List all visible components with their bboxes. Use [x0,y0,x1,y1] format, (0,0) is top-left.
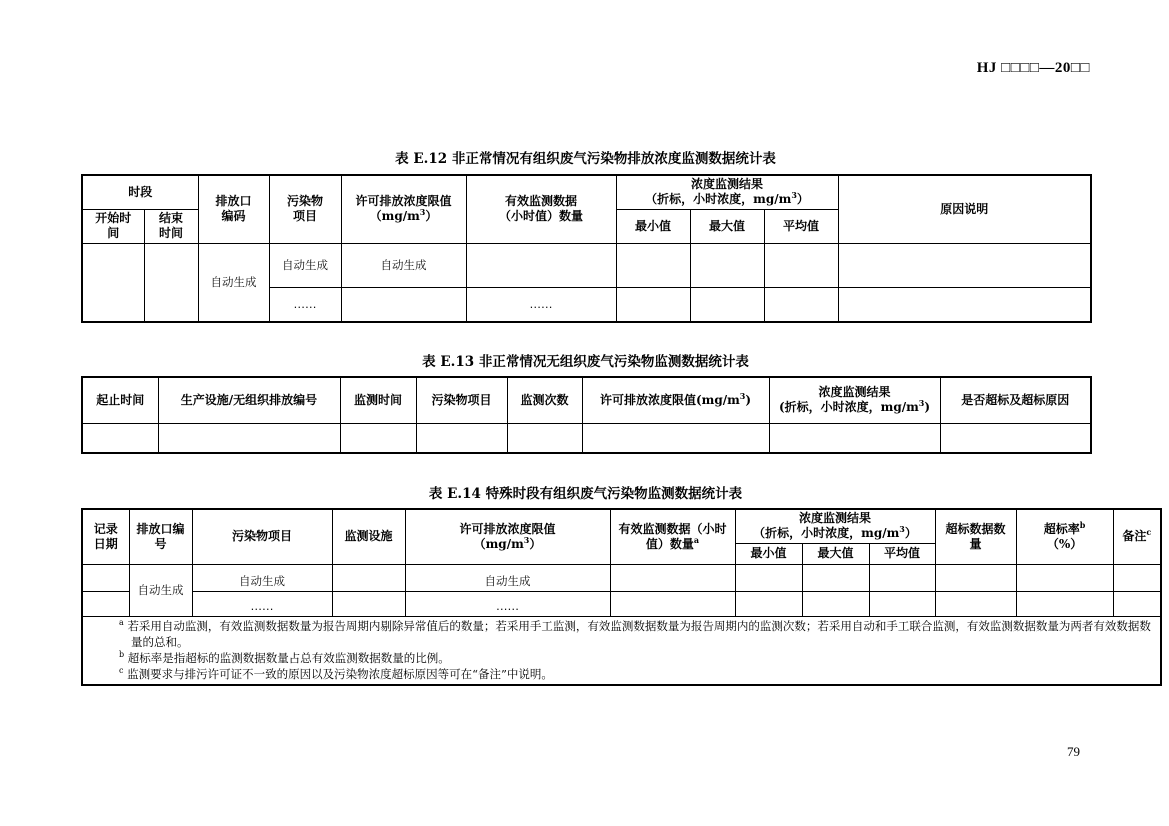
table-e12-caption: 表 E.12 非正常情况有组织废气污染物排放浓度监测数据统计表 [395,151,776,167]
header-pollutant: 污染物项目 [269,175,341,243]
cell-facility [332,564,405,591]
footnote-a [119,618,1152,650]
header-concentration-result [735,509,935,543]
header-max: 最大值 [802,543,869,564]
cell-end-time [144,243,198,322]
cell-limit [582,423,769,453]
footnote-c [119,666,1152,682]
cell-exceed-rate [1016,591,1113,616]
cell-avg [869,591,935,616]
header-result-line2: （折标，小时浓度，mg/m [645,192,792,207]
cell-outlet-auto: 自动生成 [198,243,269,322]
closing-paren: ） [796,192,809,207]
header-permit-limit-line1: 许可排放浓度限值 [355,194,452,209]
cell-avg [764,287,838,322]
header-record-date: 记录日期 [82,509,129,564]
header-valid-line1: 有效监测数据 [505,194,578,209]
header-monitoring-facility: 监测设施 [332,509,405,564]
superscript-3: 3 [791,190,797,201]
cell-result [769,423,940,453]
header-min: 最小值 [616,209,690,243]
header-permit-limit-line2: （mg/m [473,536,524,551]
cell-remark [1113,564,1161,591]
cell-valid-ellipsis: …… [466,287,616,322]
table-e13 [81,376,1092,454]
superscript-a: a [693,534,700,545]
header-end-time: 结束时间 [144,209,198,243]
header-concentration-result [616,175,838,209]
cell-facility [158,423,340,453]
header-avg: 平均值 [869,543,935,564]
cell-limit-ellipsis: …… [405,591,610,616]
header-avg: 平均值 [764,209,838,243]
cell-pollutant-ellipsis: …… [192,591,332,616]
superscript-3: 3 [739,390,746,401]
closing-paren: ) [924,400,931,415]
header-start-end-time: 起止时间 [82,377,158,423]
cell-reason [838,243,1091,287]
closing-paren: ） [425,209,438,224]
header-exceed-count: 超标数据数量 [935,509,1016,564]
header-valid-data-count [610,509,735,564]
header-permit-limit [341,175,466,243]
header-outlet-code: 排放口编码 [198,175,269,243]
cell-max [802,564,869,591]
footnote-text: 监测要求与排污许可证不一致的原因以及污染物浓度超标原因等可在“备注”中说明。 [127,666,553,681]
cell-avg [869,564,935,591]
footnote-mark: b [119,649,125,659]
header-valid-text: 有效监测数据（小时值）数量 [618,521,727,551]
footnote-text: 超标率是指超标的监测数据数量占总有效监测数据数量的比例。 [127,650,450,665]
header-remark-text: 备注 [1122,529,1147,544]
cell-record-date [82,591,129,616]
header-max: 最大值 [690,209,764,243]
superscript-3: 3 [523,534,530,545]
header-valid-data-count [466,175,616,243]
header-outlet-id: 排放口编号 [129,509,192,564]
cell-limit-empty [341,287,466,322]
header-permit-limit-line2: （mg/m [369,209,420,224]
header-result-line2: （折标，小时浓度，mg/m [753,526,900,541]
cell-exceed-count [935,591,1016,616]
cell-max [690,287,764,322]
header-exceed-rate-line1: 超标率 [1043,521,1080,536]
header-reason: 原因说明 [838,175,1091,243]
cell-pollutant-ellipsis: …… [269,287,341,322]
cell-limit-auto: 自动生成 [405,564,610,591]
cell-pollutant-auto: 自动生成 [192,564,332,591]
cell-outlet-auto: 自动生成 [129,564,192,616]
header-permit-limit-line1: 许可排放浓度限值 [459,521,556,536]
header-period: 时段 [82,175,198,209]
cell-record-date [82,564,129,591]
cell-valid-count [610,564,735,591]
header-start-time: 开始时间 [82,209,144,243]
cell-exceed-count [935,564,1016,591]
cell-min [616,243,690,287]
superscript-3: 3 [918,398,925,409]
cell-start-time [82,243,144,322]
header-exceed-reason: 是否超标及超标原因 [940,377,1091,423]
table-e13-caption: 表 E.13 非正常情况无组织废气污染物监测数据统计表 [422,354,749,370]
cell-pollutant [416,423,507,453]
cell-min [616,287,690,322]
cell-limit-auto: 自动生成 [341,243,466,287]
cell-avg [764,243,838,287]
header-result-line1: 浓度监测结果 [818,385,891,400]
table-e12 [81,174,1092,323]
cell-max [690,243,764,287]
footnote-mark: c [119,665,124,675]
superscript-3: 3 [419,207,426,218]
header-remark [1113,509,1161,564]
superscript-c: c [1146,527,1152,538]
document-code: HJ □□□□—20□□ [976,60,1090,76]
header-concentration-result [769,377,940,423]
cell-reason [838,287,1091,322]
header-facility-id: 生产设施/无组织排放编号 [158,377,340,423]
closing-paren: ） [529,536,542,551]
header-result-line1: 浓度监测结果 [799,511,872,526]
closing-paren: ) [745,392,752,407]
header-exceed-rate-line2: （%） [1046,536,1083,551]
cell-count [507,423,582,453]
cell-exceed [940,423,1091,453]
header-result-line2: (折标，小时浓度，mg/m [778,400,919,415]
footnote-text: 若采用自动监测，有效监测数据数量为报告周期内剔除异常值后的数量；若采用手工监测，有效监测数据数量为报告周期内的监测次数；若采用自动和手工联合监测，有效监测数据数量为两者有效数据数量的总和。 [127,618,1151,649]
page-number: 79 [1067,744,1080,759]
footnote-b [119,650,1152,666]
cell-valid-count [466,243,616,287]
header-permit-limit-text: 许可排放浓度限值(mg/m [599,392,740,407]
table-e14-caption: 表 E.14 特殊时段有组织废气污染物监测数据统计表 [428,486,743,502]
cell-valid-count [610,591,735,616]
header-exceed-rate [1016,509,1113,564]
header-permit-limit [405,509,610,564]
closing-paren: ） [904,526,917,541]
header-permit-limit [582,377,769,423]
table-e14 [81,508,1162,686]
superscript-b: b [1079,519,1086,530]
cell-min [735,564,802,591]
header-result-line1: 浓度监测结果 [691,177,764,192]
header-valid-line2: （小时值）数量 [499,209,584,224]
cell-facility [332,591,405,616]
superscript-3: 3 [899,524,905,535]
header-min: 最小值 [735,543,802,564]
header-pollutant: 污染物项目 [416,377,507,423]
cell-pollutant-auto: 自动生成 [269,243,341,287]
table-footnotes [82,616,1161,685]
header-monitoring-count: 监测次数 [507,377,582,423]
header-monitoring-time: 监测时间 [340,377,416,423]
cell-monitoring-time [340,423,416,453]
footnote-mark: a [119,617,124,627]
cell-remark [1113,591,1161,616]
cell-min [735,591,802,616]
cell-exceed-rate [1016,564,1113,591]
header-pollutant: 污染物项目 [192,509,332,564]
cell-time [82,423,158,453]
cell-max [802,591,869,616]
